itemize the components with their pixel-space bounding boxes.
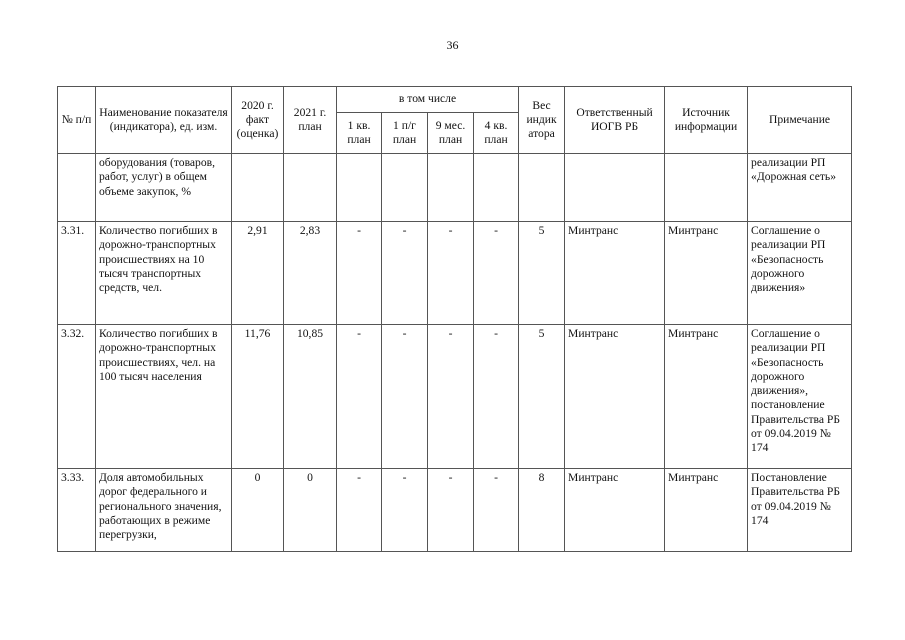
cell-num: 3.31.	[58, 222, 96, 325]
cell-plan: 2,83	[284, 222, 337, 325]
cell-name: Доля автомобильных дорог федерального и регионального значения, работающих в режиме перегрузки,	[96, 469, 232, 552]
table-row	[58, 154, 852, 222]
cell-source: Минтранс	[665, 469, 748, 552]
table-row	[58, 222, 852, 325]
table-row	[58, 469, 852, 552]
cell-q4: -	[474, 325, 519, 469]
header-fact-2020: 2020 г. факт (оценка)	[232, 87, 284, 154]
table-header-row	[58, 87, 852, 113]
cell-9m: -	[428, 325, 474, 469]
header-q4: 4 кв. план	[474, 113, 519, 154]
cell-fact: 0	[232, 469, 284, 552]
cell-q4: -	[474, 469, 519, 552]
header-q1: 1 кв. план	[337, 113, 382, 154]
cell-weight: 5	[519, 325, 565, 469]
cell-q1: -	[337, 469, 382, 552]
cell-9m: -	[428, 469, 474, 552]
cell-name: оборудования (товаров, работ, услуг) в общем объеме закупок, %	[96, 154, 232, 222]
indicators-table	[57, 86, 852, 552]
cell-q4: -	[474, 222, 519, 325]
header-9m: 9 мес. план	[428, 113, 474, 154]
cell-responsible: Минтранс	[565, 469, 665, 552]
cell-fact: 2,91	[232, 222, 284, 325]
cell-h1: -	[382, 325, 428, 469]
cell-plan: 0	[284, 469, 337, 552]
cell-num	[58, 154, 96, 222]
header-weight: Вес индик атора	[519, 87, 565, 154]
cell-note: Соглашение о реализации РП «Безопасность дорожного движения», постановление Правительства РБ от 09.04.2019 № 174	[748, 325, 852, 469]
cell-q1: -	[337, 325, 382, 469]
cell-source: Минтранс	[665, 325, 748, 469]
cell-num: 3.32.	[58, 325, 96, 469]
page-number: 36	[446, 38, 459, 52]
cell-q4	[474, 154, 519, 222]
cell-plan: 10,85	[284, 325, 337, 469]
cell-name: Количество погибших в дорожно-транспортных происшествиях на 10 тысяч транспортных средств, чел.	[96, 222, 232, 325]
cell-source	[665, 154, 748, 222]
table-row	[58, 325, 852, 469]
cell-q1: -	[337, 222, 382, 325]
cell-9m	[428, 154, 474, 222]
cell-weight: 5	[519, 222, 565, 325]
cell-responsible: Минтранс	[565, 325, 665, 469]
header-source: Источник информации	[665, 87, 748, 154]
cell-h1: -	[382, 469, 428, 552]
cell-note: Соглашение о реализации РП «Безопасность дорожного движения»	[748, 222, 852, 325]
header-h1: 1 п/г план	[382, 113, 428, 154]
cell-fact: 11,76	[232, 325, 284, 469]
cell-plan	[284, 154, 337, 222]
cell-responsible: Минтранс	[565, 222, 665, 325]
header-including: в том числе	[337, 87, 519, 113]
cell-note: реализации РП «Дорожная сеть»	[748, 154, 852, 222]
cell-h1	[382, 154, 428, 222]
header-responsible: Ответственный ИОГВ РБ	[565, 87, 665, 154]
cell-fact	[232, 154, 284, 222]
cell-h1: -	[382, 222, 428, 325]
cell-source: Минтранс	[665, 222, 748, 325]
cell-num: 3.33.	[58, 469, 96, 552]
cell-weight: 8	[519, 469, 565, 552]
cell-note: Постановление Правительства РБ от 09.04.2019 № 174	[748, 469, 852, 552]
header-name: Наименование показателя (индикатора), ед. изм.	[96, 87, 232, 154]
header-num: № п/п	[58, 87, 96, 154]
header-plan-2021: 2021 г. план	[284, 87, 337, 154]
cell-name: Количество погибших в дорожно-транспортных происшествиях, чел. на 100 тысяч населения	[96, 325, 232, 469]
cell-weight	[519, 154, 565, 222]
cell-q1	[337, 154, 382, 222]
cell-responsible	[565, 154, 665, 222]
cell-9m: -	[428, 222, 474, 325]
header-note: Примечание	[748, 87, 852, 154]
